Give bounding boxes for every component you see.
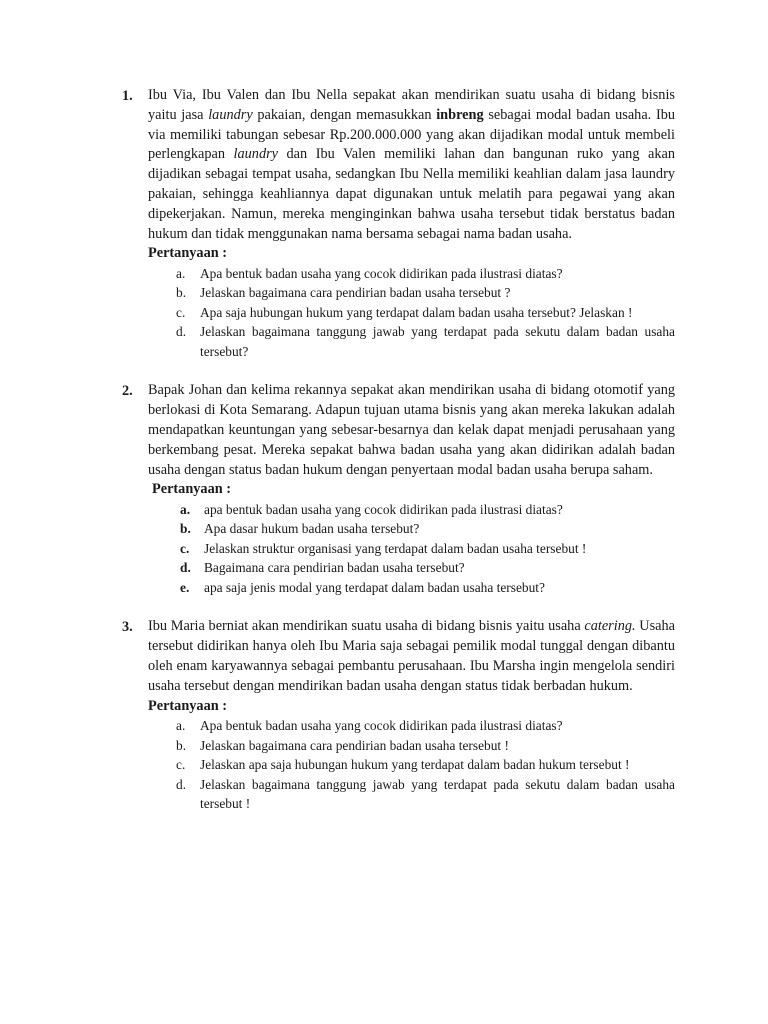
question-item: c. Jelaskan struktur organisasi yang terdapat dalam badan usaha tersebut ! — [180, 540, 587, 556]
question-item: b. Jelaskan bagaimana cara pendirian badan usaha tersebut ? — [176, 285, 511, 301]
case-paragraph: Bapak Johan dan kelima rekannya sepakat akan mendirikan usaha di bidang otomotif yang berlokasi di Kota Semarang. Adapun tujuan utama bisnis yang akan mereka lakukan adalah mendapatkan keuntungan yang sebesar-besarnya dan kelak dapat menjadi perusahaan yang berkembang pesat. Mereka sepakat bahwa badan usaha yang akan didirikan adalah badan usaha dengan status badan hukum dengan penyertaan modal badan usaha berupa saham. — [148, 382, 675, 478]
question-list — [148, 716, 675, 814]
question-item: d. Bagaimana cara pendirian badan usaha tersebut? — [180, 560, 465, 576]
item-number: 3. — [122, 619, 133, 636]
question-heading: Pertanyaan : — [152, 481, 232, 498]
question-item: a. Apa bentuk badan usaha yang cocok didirikan pada ilustrasi diatas? — [176, 718, 563, 734]
case-item-1 — [122, 86, 675, 361]
question-item: c. Apa saja hubungan hukum yang terdapat dalam badan usaha tersebut? Jelaskan ! — [176, 304, 633, 320]
question-item: b. Apa dasar hukum badan usaha tersebut? — [180, 521, 420, 537]
item-number: 2. — [122, 383, 133, 400]
question-item: a. apa bentuk badan usaha yang cocok didirikan pada ilustrasi diatas? — [180, 501, 563, 517]
question-item: b. Jelaskan bagaimana cara pendirian badan usaha tersebut ! — [176, 737, 509, 753]
question-heading: Pertanyaan : — [148, 697, 228, 714]
question-list — [148, 264, 675, 362]
question-list — [148, 500, 675, 598]
item-number: 1. — [122, 88, 133, 104]
document-body — [122, 86, 675, 814]
question-item: e. apa saja jenis modal yang terdapat dalam badan usaha tersebut? — [180, 579, 545, 595]
case-item-3 — [122, 617, 675, 813]
case-paragraph: Ibu Maria berniat akan mendirikan suatu usaha di bidang bisnis yaitu usaha catering. Usaha tersebut didirikan hanya oleh Ibu Maria saja sebagai pemilik modal tunggal dengan dibantu oleh enam karyawannya sebagai pembantu perusahaan. Ibu Marsha ingin mengelola sendiri usaha tersebut dengan mendirikan badan usaha dengan status tidak berbadan hukum. — [148, 618, 675, 694]
question-item: c. Jelaskan apa saja hubungan hukum yang terdapat dalam badan hukum tersebut ! — [176, 757, 630, 773]
question-item: d. Jelaskan bagaimana tanggung jawab yang terdapat pada sekutu dalam badan usaha tersebut? — [176, 324, 675, 359]
case-item-2 — [122, 381, 675, 597]
question-item: d. Jelaskan bagaimana tanggung jawab yang terdapat pada sekutu dalam badan usaha tersebut ! — [176, 776, 675, 812]
question-item: a. Apa bentuk badan usaha yang cocok didirikan pada ilustrasi diatas? — [176, 265, 563, 281]
question-heading: Pertanyaan : — [148, 245, 228, 262]
case-paragraph: Ibu Via, Ibu Valen dan Ibu Nella sepakat akan mendirikan suatu usaha di bidang bisnis yaitu jasa laundry pakaian, dengan memasukkan inbreng sebagai modal badan usaha. Ibu via memiliki tabungan sebesar Rp.200.000.000 yang akan dijadikan modal untuk membeli perlengkapan laundry dan Ibu Valen memiliki lahan dan bangunan ruko yang akan dijadikan sebagai tempat usaha, sedangkan Ibu Nella memiliki keahlian dalam jasa laundry pakaian, sehingga keahliannya dapat digunakan untuk melatih para pegawai yang akan dipekerjakan. Namun, mereka menginginkan bahwa usaha tersebut tidak berstatus badan hukum dan tidak menggunakan nama bersama sebagai nama badan usaha. — [148, 87, 676, 242]
